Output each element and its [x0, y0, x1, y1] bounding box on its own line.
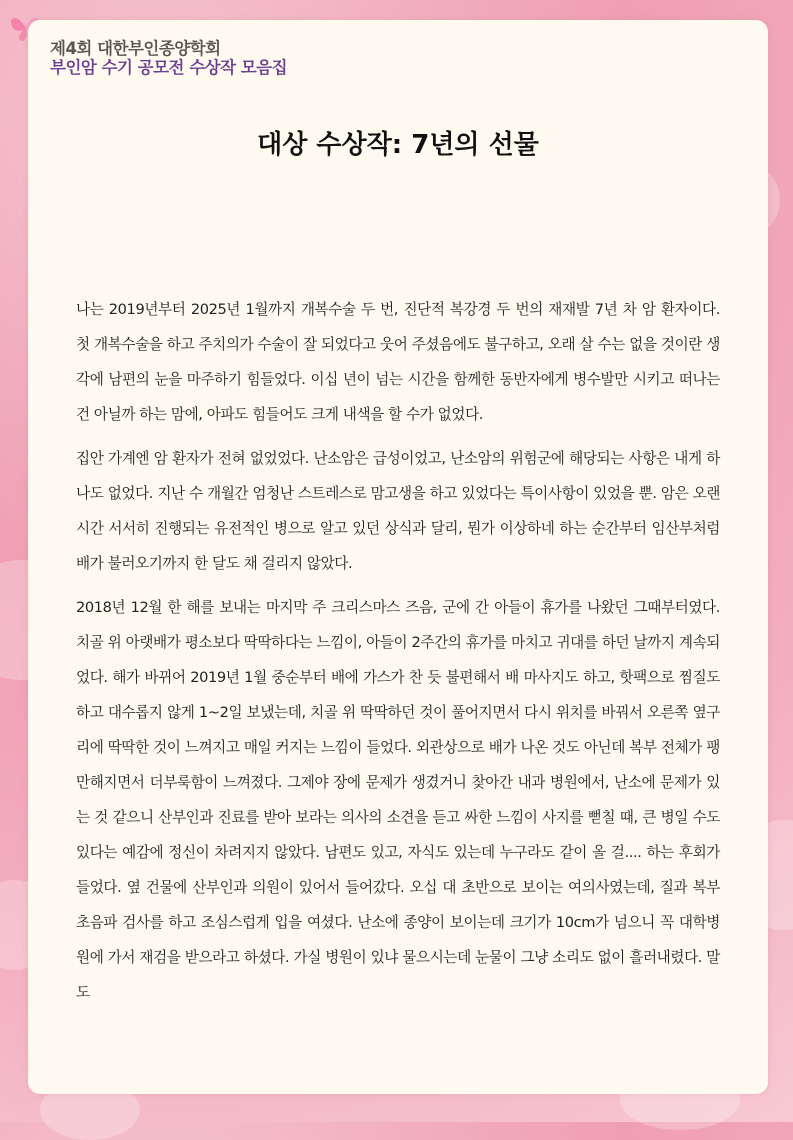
body-paragraph-3: 2018년 12월 한 해를 보내는 마지막 주 크리스마스 즈음, 군에 간 아들이 휴가를 나왔던 그때부터였다. 치골 위 아랫배가 평소보다 딱딱하다는 느낌이, 아들이 2주간의 휴가를 마치고 귀대를 하던 날까지 계속되었다. 해가 바뀌어 2019년 1월 중순부터 배에 가스가 찬 듯 불편해서 배 마사지도 하고, 핫팩으로 찜질도 하고 대수롭지 않게 1~2일 보냈는데, 치골 위 딱딱하던 것이 풀어지면서 다시 위치를 바꿔서 오른쪽 옆구리에 딱딱한 것이 느껴지고 매일 커지는 느낌이 들었다. 외관상으로 배가 나온 것도 아닌데 복부 전체가 팽만해지면서 더부룩함이 느껴졌다. 그제야 장에 문제가 생겼거니 찾아간 내과 병원에서, 난소에 문제가 있는 것 같으니 산부인과 진료를 받아 보라는 의사의 소견을 듣고 싸한 느낌이 사지를 뻗칠 때, 큰 병일 수도 있다는 예감에 정신이 차려지지 않았다. 남편도 있고, 자식도 있는데 누구라도 같이 올 걸.... 하는 후회가 들었다. 옆 건물에 산부인과 의원이 있어서 들어갔다. 오십 대 초반으로 보이는 여의사였는데, 질과 복부 초음파 검사를 하고 조심스럽게 입을 여셨다. 난소에 종양이 보이는데 크기가 10cm가 넘으니 꼭 대학병원에 가서 재검을 받으라고 하셨다. 가실 병원이 있냐 물으시는데 눈물이 그냥 소리도 없이 흘러내렸다. 말도 [76, 599, 720, 1001]
series-title-line2: 부인암 수기 공모전 수상작 모음집 [50, 57, 288, 77]
series-title-line1: 제4회 대한부인종양학회 [50, 39, 221, 58]
body-paragraph-2: 집안 가계엔 암 환자가 전혀 없었었다. 난소암은 급성이었고, 난소암의 위험군에 해당되는 사항은 내게 하나도 없었다. 지난 수 개월간 엄청난 스트레스로 맘고생을 하고 있었다는 특이사항이 있었을 뿐. 암은 오랜 시간 서서히 진행되는 유전적인 병으로 알고 있던 상식과 달리, 뭔가 이상하네 하는 순간부터 임산부처럼 배가 불러오기까지 한 달도 채 걸리지 않았다. [76, 450, 720, 572]
article-title: 대상 수상작: 7년의 선물 [257, 130, 539, 160]
series-header [50, 40, 287, 78]
article-body [76, 292, 720, 1019]
body-paragraph-1: 나는 2019년부터 2025년 1월까지 개복수술 두 번, 진단적 복강경 두 번의 재재발 7년 차 암 환자이다. 첫 개복수술을 하고 주치의가 수술이 잘 되었다고 웃어 주셨음에도 불구하고, 오래 살 수는 없을 것이란 생각에 남편의 눈을 마주하기 힘들었다. 이십 년이 넘는 시간을 함께한 동반자에게 병수발만 시키고 떠나는 건 아닐까 하는 맘에, 아파도 힘들어도 크게 내색을 할 수가 없었다. [76, 301, 720, 423]
